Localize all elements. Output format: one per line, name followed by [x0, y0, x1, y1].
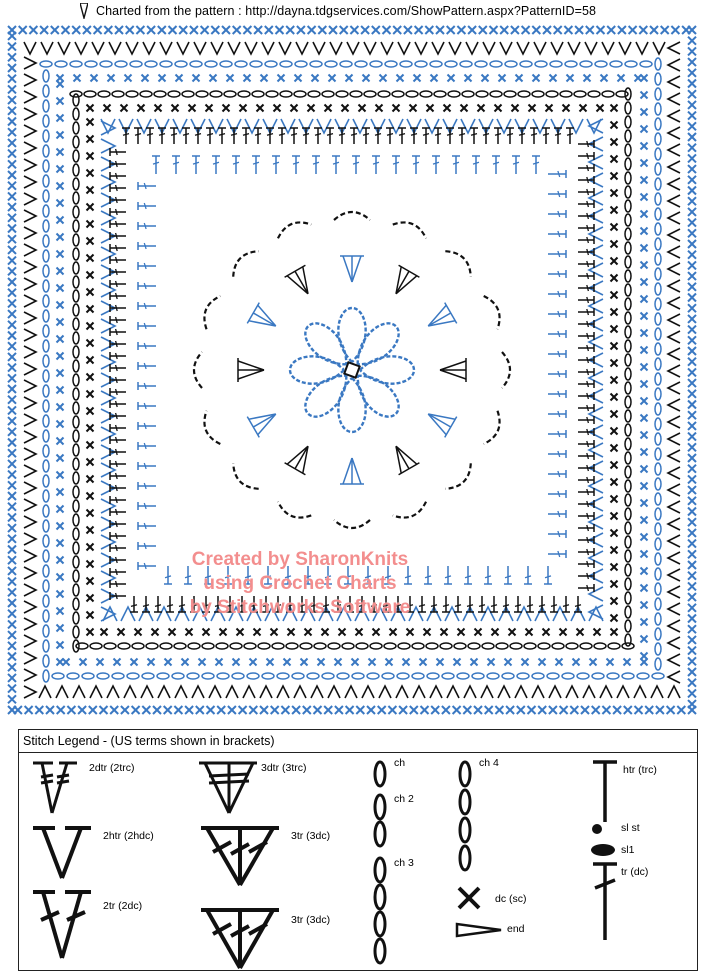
legend-label: ch 4 [479, 757, 499, 769]
legend-label: ch 2 [394, 793, 414, 805]
dtr3-symbol-icon [199, 763, 257, 813]
v-stitch-row [24, 42, 680, 698]
legend-label: sl1 [621, 844, 635, 856]
chain-symbol-icon [375, 762, 385, 963]
dtr2-symbol-icon [33, 763, 77, 813]
legend-label: 3tr (3dc) [291, 830, 331, 842]
crochet-chart [0, 22, 704, 722]
stitch-legend [18, 729, 698, 971]
center-flower [290, 308, 414, 432]
legend-label: end [507, 923, 525, 935]
watermark-line: by Stitchworks Software [189, 597, 411, 618]
legend-label: dc (sc) [495, 893, 527, 905]
tr3-symbol-icon [201, 828, 279, 885]
tr-symbol-icon [593, 864, 617, 940]
legend-label: htr (trc) [623, 764, 657, 776]
htr-symbol-icon [593, 762, 617, 822]
legend-label: 2dtr (2trc) [89, 762, 135, 774]
chart-credit-header [80, 2, 596, 20]
chain-row-black [70, 88, 634, 652]
chain4-symbol-icon [460, 762, 470, 870]
magic-ring-center [344, 362, 359, 377]
tr-stitch-row-blue [138, 156, 566, 584]
sc-row [57, 75, 648, 666]
legend-label: 3dtr (3trc) [261, 762, 307, 774]
tr2-symbol-icon [33, 892, 91, 958]
v-stitch-row-blue [101, 119, 603, 621]
tr-stitch-row [110, 128, 594, 612]
legend-label: ch [394, 757, 406, 769]
sc-row-black [87, 105, 618, 636]
legend-label: 2htr (2hdc) [103, 830, 154, 842]
legend-label: ch 3 [394, 857, 414, 869]
legend-label: tr (dc) [621, 866, 649, 878]
htr2-symbol-icon [33, 828, 91, 878]
legend-label: sl st [621, 822, 640, 834]
end-marker-icon [80, 3, 88, 19]
watermark-line: Created by SharonKnits [191, 549, 409, 570]
chain-row-blue [40, 58, 664, 682]
watermark-line: using Crochet Charts [203, 573, 397, 594]
legend-title: Stitch Legend - (US terms shown in brackets) [23, 734, 275, 748]
pattern-source-url: Charted from the pattern : http://dayna.tdgservices.com/ShowPattern.aspx?PatternID=58 [96, 4, 597, 18]
tr3-symbol-icon [201, 910, 279, 968]
dc-x-symbol-icon [459, 888, 479, 908]
sl1-symbol-icon [591, 844, 615, 856]
end-symbol-icon [457, 924, 501, 936]
legend-label: 2tr (2dc) [103, 900, 143, 912]
cluster-row [238, 256, 466, 484]
legend-label: 3tr (3dc) [291, 914, 331, 926]
slip-stitch-dot-icon [592, 824, 602, 834]
